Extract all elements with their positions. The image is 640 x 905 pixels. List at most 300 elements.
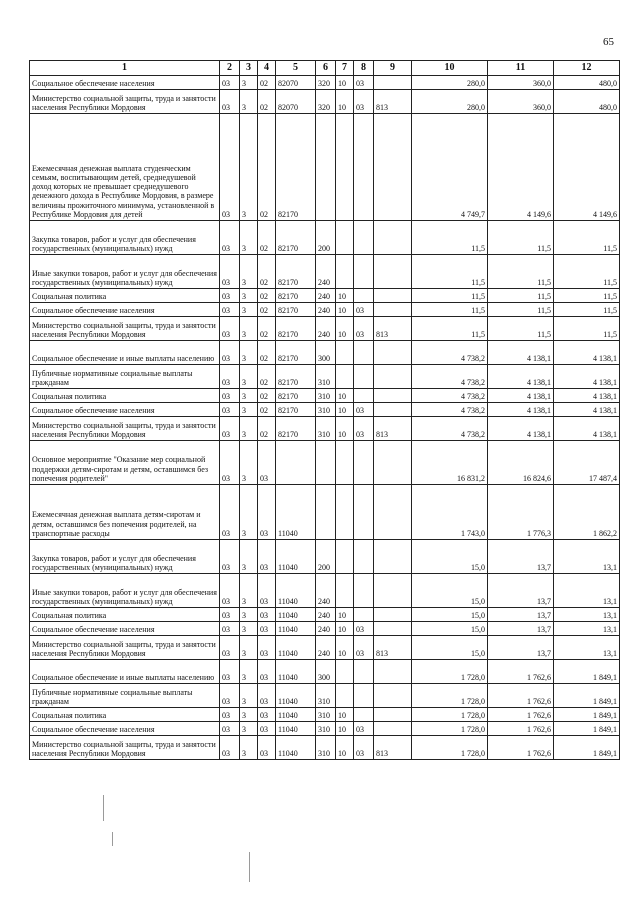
table-row [30, 76, 620, 90]
subsection-code-cell [354, 684, 374, 708]
table-row [30, 403, 620, 417]
amount-col-10-cell: 15,0 [412, 540, 488, 574]
ministry-code-cell: 813 [374, 636, 412, 660]
code-col-2-cell: 03 [220, 255, 240, 289]
row-name-cell: Основное мероприятие "Оказание мер социальной поддержки детям-сиротам и детям, оставшимся без попечения родителей" [30, 441, 220, 485]
subsection-code-cell [354, 221, 374, 255]
code-col-2-cell: 03 [220, 736, 240, 760]
target-item-code-cell: 11040 [276, 660, 316, 684]
amount-col-10-cell: 11,5 [412, 221, 488, 255]
section-code-cell: 10 [336, 608, 354, 622]
column-number-header-row [30, 61, 620, 76]
amount-col-12-cell: 4 138,1 [554, 389, 620, 403]
column-header-6: 6 [316, 61, 336, 76]
ministry-code-cell [374, 684, 412, 708]
amount-col-10-cell: 4 738,2 [412, 389, 488, 403]
subsection-code-cell [354, 708, 374, 722]
expense-type-code-cell: 310 [316, 403, 336, 417]
code-col-2-cell: 03 [220, 722, 240, 736]
table-row [30, 485, 620, 540]
subsection-code-cell [354, 341, 374, 365]
code-col-3-cell: 3 [240, 608, 258, 622]
expense-type-code-cell: 310 [316, 365, 336, 389]
amount-col-11-cell: 13,7 [488, 574, 554, 608]
amount-col-10-cell: 1 728,0 [412, 722, 488, 736]
target-item-code-cell: 11040 [276, 736, 316, 760]
table-row [30, 317, 620, 341]
expense-type-code-cell: 310 [316, 722, 336, 736]
subsection-code-cell: 03 [354, 403, 374, 417]
row-name-cell: Социальная политика [30, 389, 220, 403]
code-col-3-cell: 3 [240, 365, 258, 389]
amount-col-12-cell: 1 849,1 [554, 708, 620, 722]
amount-col-10-cell: 280,0 [412, 90, 488, 114]
amount-col-12-cell: 1 862,2 [554, 485, 620, 540]
row-name-cell: Закупка товаров, работ и услуг для обеспечения государственных (муниципальных) нужд [30, 540, 220, 574]
amount-col-10-cell: 4 738,2 [412, 417, 488, 441]
target-item-code-cell: 11040 [276, 540, 316, 574]
code-col-2-cell: 03 [220, 317, 240, 341]
section-code-cell [336, 660, 354, 684]
subsection-code-cell: 03 [354, 303, 374, 317]
row-name-cell: Ежемесячная денежная выплата детям-сиротам и детям, оставшимся без попечения родителей, на транспортные расходы [30, 485, 220, 540]
ministry-code-cell [374, 722, 412, 736]
code-col-4-cell: 02 [258, 114, 276, 221]
row-name-cell: Иные закупки товаров, работ и услуг для обеспечения государственных (муниципальных) нужд [30, 255, 220, 289]
amount-col-12-cell: 4 138,1 [554, 341, 620, 365]
scan-artifact [249, 852, 250, 882]
amount-col-10-cell: 15,0 [412, 636, 488, 660]
code-col-3-cell: 3 [240, 76, 258, 90]
subsection-code-cell: 03 [354, 317, 374, 341]
section-code-cell: 10 [336, 389, 354, 403]
row-name-cell: Социальное обеспечение населения [30, 722, 220, 736]
subsection-code-cell [354, 660, 374, 684]
code-col-3-cell: 3 [240, 684, 258, 708]
target-item-code-cell: 82170 [276, 417, 316, 441]
expense-type-code-cell: 240 [316, 608, 336, 622]
code-col-2-cell: 03 [220, 574, 240, 608]
code-col-2-cell: 03 [220, 289, 240, 303]
expense-type-code-cell: 240 [316, 303, 336, 317]
subsection-code-cell [354, 114, 374, 221]
amount-col-11-cell: 11,5 [488, 221, 554, 255]
subsection-code-cell [354, 365, 374, 389]
expense-type-code-cell: 310 [316, 417, 336, 441]
amount-col-10-cell: 280,0 [412, 76, 488, 90]
ministry-code-cell [374, 289, 412, 303]
expense-type-code-cell: 320 [316, 76, 336, 90]
code-col-4-cell: 02 [258, 255, 276, 289]
row-name-cell: Социальная политика [30, 708, 220, 722]
amount-col-12-cell: 13,1 [554, 608, 620, 622]
amount-col-11-cell: 4 138,1 [488, 365, 554, 389]
subsection-code-cell [354, 441, 374, 485]
expense-type-code-cell: 200 [316, 221, 336, 255]
table-row [30, 389, 620, 403]
code-col-2-cell: 03 [220, 660, 240, 684]
code-col-3-cell: 3 [240, 722, 258, 736]
code-col-2-cell: 03 [220, 389, 240, 403]
subsection-code-cell: 03 [354, 76, 374, 90]
ministry-code-cell [374, 389, 412, 403]
section-code-cell [336, 441, 354, 485]
code-col-4-cell: 02 [258, 90, 276, 114]
amount-col-12-cell: 1 849,1 [554, 684, 620, 708]
code-col-3-cell: 3 [240, 255, 258, 289]
code-col-3-cell: 3 [240, 485, 258, 540]
amount-col-10-cell: 11,5 [412, 255, 488, 289]
column-header-7: 7 [336, 61, 354, 76]
ministry-code-cell [374, 365, 412, 389]
code-col-3-cell: 3 [240, 403, 258, 417]
amount-col-11-cell: 1 762,6 [488, 722, 554, 736]
column-header-3: 3 [240, 61, 258, 76]
ministry-code-cell [374, 708, 412, 722]
code-col-2-cell: 03 [220, 341, 240, 365]
amount-col-10-cell: 1 728,0 [412, 660, 488, 684]
ministry-code-cell [374, 660, 412, 684]
subsection-code-cell: 03 [354, 90, 374, 114]
target-item-code-cell: 82170 [276, 289, 316, 303]
section-code-cell [336, 684, 354, 708]
row-name-cell: Министерство социальной защиты, труда и занятости населения Республики Мордовия [30, 90, 220, 114]
code-col-3-cell: 3 [240, 441, 258, 485]
ministry-code-cell [374, 485, 412, 540]
column-header-1: 1 [30, 61, 220, 76]
expense-type-code-cell: 310 [316, 684, 336, 708]
amount-col-10-cell: 4 749,7 [412, 114, 488, 221]
code-col-3-cell: 3 [240, 389, 258, 403]
subsection-code-cell: 03 [354, 622, 374, 636]
amount-col-11-cell: 4 138,1 [488, 417, 554, 441]
subsection-code-cell [354, 574, 374, 608]
code-col-4-cell: 03 [258, 485, 276, 540]
table-row [30, 622, 620, 636]
column-header-5: 5 [276, 61, 316, 76]
row-name-cell: Закупка товаров, работ и услуг для обеспечения государственных (муниципальных) нужд [30, 221, 220, 255]
section-code-cell: 10 [336, 403, 354, 417]
code-col-3-cell: 3 [240, 221, 258, 255]
ministry-code-cell: 813 [374, 736, 412, 760]
expense-type-code-cell: 300 [316, 660, 336, 684]
table-row [30, 114, 620, 221]
code-col-3-cell: 3 [240, 417, 258, 441]
code-col-4-cell: 03 [258, 540, 276, 574]
amount-col-11-cell: 11,5 [488, 303, 554, 317]
amount-col-11-cell: 1 762,6 [488, 708, 554, 722]
code-col-4-cell: 03 [258, 441, 276, 485]
code-col-4-cell: 03 [258, 722, 276, 736]
code-col-2-cell: 03 [220, 403, 240, 417]
code-col-3-cell: 3 [240, 303, 258, 317]
subsection-code-cell [354, 389, 374, 403]
section-code-cell [336, 255, 354, 289]
ministry-code-cell [374, 341, 412, 365]
section-code-cell [336, 365, 354, 389]
ministry-code-cell [374, 114, 412, 221]
code-col-3-cell: 3 [240, 540, 258, 574]
amount-col-11-cell: 16 824,6 [488, 441, 554, 485]
ministry-code-cell: 813 [374, 90, 412, 114]
row-name-cell: Публичные нормативные социальные выплаты гражданам [30, 684, 220, 708]
subsection-code-cell [354, 485, 374, 540]
target-item-code-cell [276, 441, 316, 485]
expense-type-code-cell: 240 [316, 574, 336, 608]
amount-col-11-cell: 360,0 [488, 90, 554, 114]
amount-col-10-cell: 4 738,2 [412, 341, 488, 365]
section-code-cell: 10 [336, 90, 354, 114]
section-code-cell [336, 341, 354, 365]
section-code-cell: 10 [336, 317, 354, 341]
table-row [30, 636, 620, 660]
table-row [30, 608, 620, 622]
amount-col-11-cell: 1 762,6 [488, 736, 554, 760]
table-row [30, 660, 620, 684]
amount-col-12-cell: 17 487,4 [554, 441, 620, 485]
ministry-code-cell [374, 255, 412, 289]
code-col-2-cell: 03 [220, 114, 240, 221]
code-col-2-cell: 03 [220, 76, 240, 90]
row-name-cell: Публичные нормативные социальные выплаты гражданам [30, 365, 220, 389]
expense-type-code-cell: 310 [316, 736, 336, 760]
table-row [30, 574, 620, 608]
target-item-code-cell: 11040 [276, 622, 316, 636]
amount-col-12-cell: 13,1 [554, 636, 620, 660]
amount-col-11-cell: 1 762,6 [488, 684, 554, 708]
amount-col-12-cell: 480,0 [554, 90, 620, 114]
table-row [30, 684, 620, 708]
target-item-code-cell: 11040 [276, 574, 316, 608]
target-item-code-cell: 11040 [276, 708, 316, 722]
code-col-3-cell: 3 [240, 622, 258, 636]
amount-col-10-cell: 11,5 [412, 317, 488, 341]
subsection-code-cell: 03 [354, 417, 374, 441]
amount-col-10-cell: 15,0 [412, 574, 488, 608]
amount-col-12-cell: 13,1 [554, 574, 620, 608]
code-col-3-cell: 3 [240, 636, 258, 660]
table-row [30, 221, 620, 255]
amount-col-11-cell: 11,5 [488, 255, 554, 289]
expense-type-code-cell: 310 [316, 708, 336, 722]
column-header-2: 2 [220, 61, 240, 76]
section-code-cell: 10 [336, 736, 354, 760]
row-name-cell: Социальная политика [30, 289, 220, 303]
section-code-cell: 10 [336, 417, 354, 441]
amount-col-10-cell: 15,0 [412, 608, 488, 622]
target-item-code-cell: 11040 [276, 722, 316, 736]
amount-col-12-cell: 4 138,1 [554, 403, 620, 417]
table-row [30, 708, 620, 722]
target-item-code-cell: 82170 [276, 303, 316, 317]
ministry-code-cell [374, 441, 412, 485]
amount-col-11-cell: 13,7 [488, 636, 554, 660]
code-col-2-cell: 03 [220, 622, 240, 636]
column-header-4: 4 [258, 61, 276, 76]
subsection-code-cell [354, 255, 374, 289]
section-code-cell: 10 [336, 636, 354, 660]
target-item-code-cell: 82170 [276, 114, 316, 221]
code-col-2-cell: 03 [220, 417, 240, 441]
expense-type-code-cell [316, 114, 336, 221]
table-row [30, 90, 620, 114]
expense-type-code-cell [316, 485, 336, 540]
target-item-code-cell: 11040 [276, 636, 316, 660]
code-col-2-cell: 03 [220, 485, 240, 540]
ministry-code-cell [374, 540, 412, 574]
code-col-4-cell: 03 [258, 622, 276, 636]
code-col-4-cell: 02 [258, 365, 276, 389]
code-col-3-cell: 3 [240, 341, 258, 365]
expense-type-code-cell: 240 [316, 317, 336, 341]
code-col-3-cell: 3 [240, 736, 258, 760]
amount-col-10-cell: 11,5 [412, 289, 488, 303]
budget-table [29, 60, 620, 760]
ministry-code-cell [374, 303, 412, 317]
table-row [30, 303, 620, 317]
target-item-code-cell: 82170 [276, 255, 316, 289]
section-code-cell: 10 [336, 708, 354, 722]
subsection-code-cell: 03 [354, 636, 374, 660]
section-code-cell: 10 [336, 76, 354, 90]
code-col-2-cell: 03 [220, 90, 240, 114]
scan-artifact [103, 795, 104, 821]
amount-col-12-cell: 1 849,1 [554, 736, 620, 760]
amount-col-12-cell: 4 138,1 [554, 417, 620, 441]
ministry-code-cell: 813 [374, 417, 412, 441]
row-name-cell: Социальное обеспечение населения [30, 622, 220, 636]
row-name-cell: Министерство социальной защиты, труда и занятости населения Республики Мордовия [30, 317, 220, 341]
amount-col-12-cell: 11,5 [554, 221, 620, 255]
target-item-code-cell: 11040 [276, 608, 316, 622]
code-col-2-cell: 03 [220, 303, 240, 317]
target-item-code-cell: 82170 [276, 317, 316, 341]
amount-col-10-cell: 4 738,2 [412, 365, 488, 389]
code-col-4-cell: 02 [258, 317, 276, 341]
target-item-code-cell: 82070 [276, 76, 316, 90]
amount-col-11-cell: 1 776,3 [488, 485, 554, 540]
code-col-4-cell: 02 [258, 76, 276, 90]
table-row [30, 289, 620, 303]
ministry-code-cell: 813 [374, 317, 412, 341]
amount-col-12-cell: 11,5 [554, 303, 620, 317]
code-col-3-cell: 3 [240, 574, 258, 608]
target-item-code-cell: 11040 [276, 684, 316, 708]
code-col-3-cell: 3 [240, 114, 258, 221]
amount-col-12-cell: 13,1 [554, 622, 620, 636]
amount-col-12-cell: 13,1 [554, 540, 620, 574]
amount-col-11-cell: 13,7 [488, 608, 554, 622]
page-number: 65 [603, 36, 614, 48]
code-col-2-cell: 03 [220, 684, 240, 708]
section-code-cell: 10 [336, 722, 354, 736]
expense-type-code-cell: 240 [316, 255, 336, 289]
code-col-4-cell: 02 [258, 403, 276, 417]
expense-type-code-cell: 300 [316, 341, 336, 365]
amount-col-11-cell: 13,7 [488, 622, 554, 636]
amount-col-10-cell: 1 728,0 [412, 684, 488, 708]
ministry-code-cell [374, 221, 412, 255]
expense-type-code-cell: 200 [316, 540, 336, 574]
code-col-4-cell: 02 [258, 341, 276, 365]
subsection-code-cell: 03 [354, 736, 374, 760]
amount-col-11-cell: 1 762,6 [488, 660, 554, 684]
row-name-cell: Социальное обеспечение и иные выплаты населению [30, 341, 220, 365]
amount-col-12-cell: 1 849,1 [554, 660, 620, 684]
code-col-4-cell: 03 [258, 660, 276, 684]
code-col-4-cell: 03 [258, 608, 276, 622]
target-item-code-cell: 82170 [276, 403, 316, 417]
ministry-code-cell [374, 403, 412, 417]
amount-col-11-cell: 4 138,1 [488, 389, 554, 403]
amount-col-11-cell: 4 149,6 [488, 114, 554, 221]
code-col-4-cell: 03 [258, 736, 276, 760]
column-header-11: 11 [488, 61, 554, 76]
subsection-code-cell [354, 540, 374, 574]
section-code-cell [336, 540, 354, 574]
section-code-cell: 10 [336, 303, 354, 317]
table-row [30, 540, 620, 574]
amount-col-10-cell: 1 743,0 [412, 485, 488, 540]
row-name-cell: Министерство социальной защиты, труда и занятости населения Республики Мордовия [30, 736, 220, 760]
amount-col-10-cell: 1 728,0 [412, 708, 488, 722]
table-row [30, 722, 620, 736]
code-col-3-cell: 3 [240, 660, 258, 684]
code-col-2-cell: 03 [220, 441, 240, 485]
code-col-4-cell: 02 [258, 221, 276, 255]
amount-col-10-cell: 16 831,2 [412, 441, 488, 485]
target-item-code-cell: 82170 [276, 365, 316, 389]
expense-type-code-cell: 240 [316, 636, 336, 660]
target-item-code-cell: 82170 [276, 389, 316, 403]
ministry-code-cell [374, 574, 412, 608]
subsection-code-cell [354, 289, 374, 303]
amount-col-10-cell: 1 728,0 [412, 736, 488, 760]
code-col-2-cell: 03 [220, 708, 240, 722]
code-col-3-cell: 3 [240, 289, 258, 303]
row-name-cell: Социальное обеспечение населения [30, 303, 220, 317]
amount-col-11-cell: 360,0 [488, 76, 554, 90]
column-header-8: 8 [354, 61, 374, 76]
amount-col-11-cell: 11,5 [488, 317, 554, 341]
row-name-cell: Ежемесячная денежная выплата студенческим семьям, воспитывающим детей, среднедушевой доход которых не превышает среднедушевого денежного дохода в Республике Мордовия, в размере величины прожиточного минимума, установленной в Республике Мордовия для детей [30, 114, 220, 221]
amount-col-12-cell: 11,5 [554, 255, 620, 289]
expense-type-code-cell: 320 [316, 90, 336, 114]
code-col-4-cell: 02 [258, 289, 276, 303]
subsection-code-cell: 03 [354, 722, 374, 736]
row-name-cell: Социальное обеспечение и иные выплаты населению [30, 660, 220, 684]
section-code-cell [336, 221, 354, 255]
amount-col-11-cell: 4 138,1 [488, 403, 554, 417]
table-row [30, 441, 620, 485]
table-row [30, 417, 620, 441]
expense-type-code-cell: 240 [316, 289, 336, 303]
table-row [30, 341, 620, 365]
amount-col-12-cell: 11,5 [554, 289, 620, 303]
section-code-cell [336, 574, 354, 608]
section-code-cell: 10 [336, 622, 354, 636]
target-item-code-cell: 82070 [276, 90, 316, 114]
amount-col-12-cell: 11,5 [554, 317, 620, 341]
ministry-code-cell [374, 608, 412, 622]
amount-col-10-cell: 15,0 [412, 622, 488, 636]
amount-col-10-cell: 4 738,2 [412, 403, 488, 417]
row-name-cell: Социальная политика [30, 608, 220, 622]
row-name-cell: Социальное обеспечение населения [30, 76, 220, 90]
section-code-cell [336, 485, 354, 540]
amount-col-10-cell: 11,5 [412, 303, 488, 317]
expense-type-code-cell: 240 [316, 622, 336, 636]
